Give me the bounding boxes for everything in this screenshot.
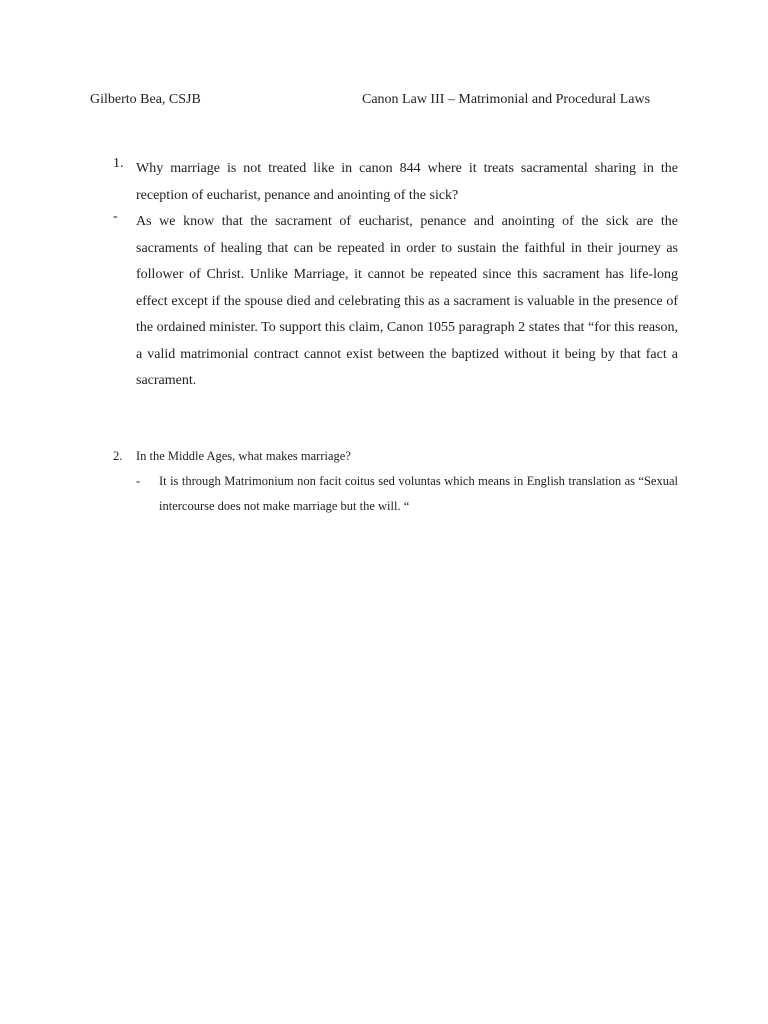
question-number: 2. bbox=[113, 449, 123, 463]
course-title: Canon Law III – Matrimonial and Procedural Laws bbox=[362, 92, 651, 107]
answer-text: It is through Matrimonium non facit coitus sed voluntas which means in English translation as “Sexual intercourse does not make marriage but the will. “ bbox=[159, 474, 678, 513]
author-name: Gilberto Bea, CSJB bbox=[90, 92, 201, 107]
question-text: In the Middle Ages, what makes marriage? bbox=[136, 449, 351, 463]
question-number: 1. bbox=[113, 156, 124, 171]
document-header bbox=[90, 92, 672, 114]
question-text: Why marriage is not treated like in canon 844 where it treats sacramental sharing in the reception of eucharist, penance and anointing of the sick? bbox=[136, 161, 678, 203]
answer-bullet: - bbox=[113, 209, 118, 224]
answer-bullet: - bbox=[136, 474, 141, 488]
answer-text: As we know that the sacrament of eucharist, penance and anointing of the sick are the sacraments of healing that can be repeated in order to sustain the faithful in their journey as follower of Christ. Unlike Marriage, it cannot be repeated since this sacrament has life-long effect except if the spouse died and celebrating this as a sacrament is valuable in the presence of the ordained minister. To support this claim, Canon 1055 paragraph 2 states that “for this reason, a valid matrimonial contract cannot exist between the baptized without it being by that fact a sacrament. bbox=[136, 214, 678, 388]
